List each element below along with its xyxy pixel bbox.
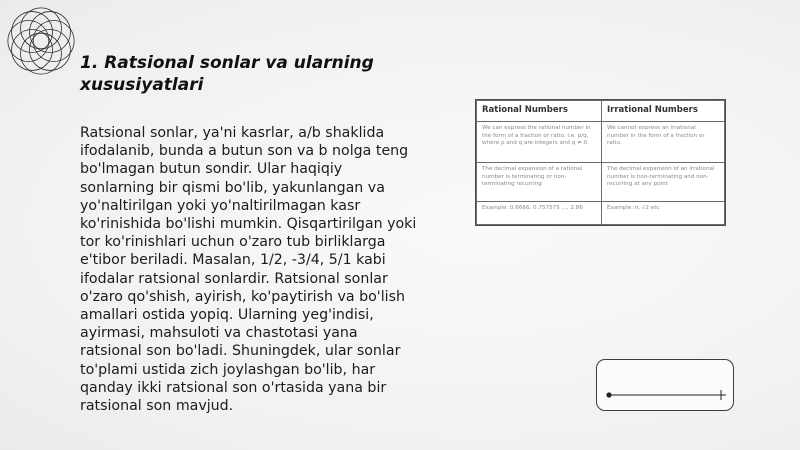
header-irrational: Irrational Numbers xyxy=(602,101,725,122)
table-cell: The decimal expansion of an irrational number is non-terminating and non-recurring at any point xyxy=(602,163,725,202)
table-cell: We cannot express an irrational number in the form of a fraction or ratio. xyxy=(602,122,725,163)
table-cell: We can express the rational number in the form of a fraction or ratio, i.e. p/q, where p and q are integers and q ≠ 0. xyxy=(477,122,602,163)
table-cell: Example: π, √2 etc xyxy=(602,202,725,225)
body-paragraph: Ratsional sonlar, ya'ni kasrlar, a/b shaklida ifodalanib, bunda a butun son va b nolga teng bo'lmagan butun sondir. Ular haqiqiy sonlarning bir qismi bo'lib, yakunlangan va yo'naltirilgan yoki yo'naltirilmagan kasr ko'rinishida bo'lishi mumkin. Qisqartirilgan yoki tor ko'rinishlari uchun o'zaro tub birliklarga e'tibor beriladi. Masalan, 1/2, -3/4, 5/1 kabi ifodalar ratsional sonlardir. Ratsional sonlar o'zaro qo'shish, ayirish, ko'paytirish va bo'lish amallari ostida yopiq. Ularning yeg'indisi, ayirmasi, mahsuloti va chastotasi yana ratsional son bo'ladi. Shuningdek, ular sonlar to'plami ustida zich joylashgan bo'lib, har qanday ikki ratsional son o'rtasida yana bir ratsional son mavjud. xyxy=(80,125,417,415)
number-line-panel xyxy=(596,359,734,411)
comparison-table xyxy=(476,100,725,225)
table-cell: Example: 0.6666, 0.757575 ..., 2.86 xyxy=(477,202,602,225)
decorative-spirograph-icon xyxy=(2,2,80,80)
table-header-row xyxy=(477,101,725,122)
table-cell: The decimal expansion of a rational number is terminating or non-terminating recurring xyxy=(477,163,602,202)
table-row xyxy=(477,202,725,225)
header-rational: Rational Numbers xyxy=(477,101,602,122)
table-row xyxy=(477,163,725,202)
table-row xyxy=(477,122,725,163)
slide-title: 1. Ratsional sonlar va ularning xususiyatlari xyxy=(80,53,374,95)
number-line-graphic-icon xyxy=(597,360,733,410)
